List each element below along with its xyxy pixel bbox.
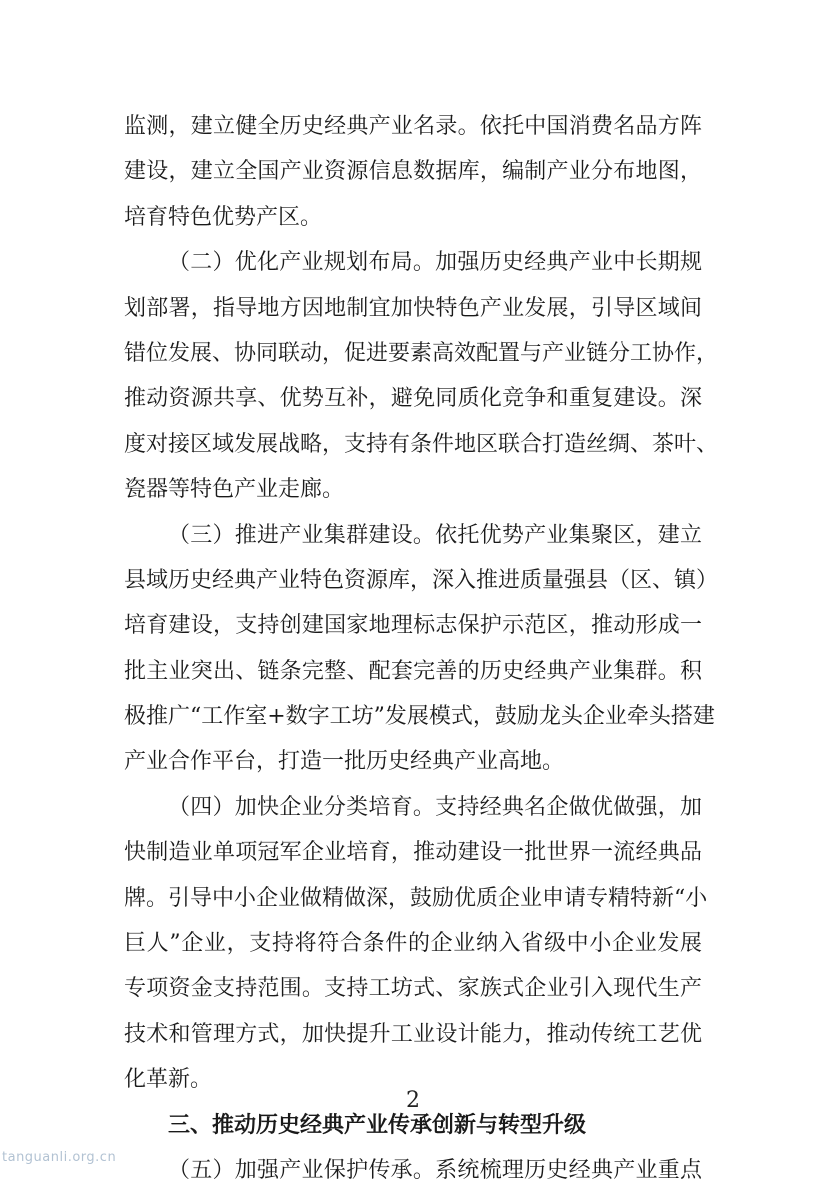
- body-text-line: 县域历史经典产业特色资源库，深入推进质量强县（区、镇）: [124, 567, 719, 593]
- section-lead-line: （二）优化产业规划布局。加强历史经典产业中长期规: [168, 250, 702, 276]
- section-lead-line: （五）加强产业保护传承。系统梳理历史经典产业重点: [168, 1157, 702, 1183]
- body-text-line: 产业合作平台，打造一批历史经典产业高地。: [124, 749, 565, 775]
- body-text-line: 化革新。: [124, 1067, 213, 1093]
- body-text-line: 批主业突出、链条完整、配套完善的历史经典产业集群。积: [124, 658, 702, 684]
- section-lead-line: （四）加快企业分类培育。支持经典名企做优做强，加: [168, 794, 702, 820]
- body-text-line: 巨人”企业，支持将符合条件的企业纳入省级中小企业发展: [124, 931, 702, 957]
- body-text-line: 快制造业单项冠军企业培育，推动建设一批世界一流经典品: [124, 840, 702, 866]
- page-number: 2: [406, 1088, 420, 1113]
- body-text-line: 建设，建立全国产业资源信息数据库，编制产业分布地图，: [124, 159, 702, 185]
- document-body: [124, 104, 719, 1193]
- body-text-line: 推动资源共享、优势互补，避免同质化竞争和重复建设。深: [124, 386, 702, 412]
- body-text-line: 划部署，指导地方因地制宜加快特色产业发展，引导区域间: [124, 295, 702, 321]
- body-text-line: 专项资金支持范围。支持工坊式、家族式企业引入现代生产: [124, 976, 702, 1002]
- body-text-line: 培育特色优势产区。: [124, 204, 323, 230]
- body-text-line: 错位发展、协同联动，促进要素高效配置与产业链分工协作，: [124, 340, 719, 366]
- body-text-line: 监测，建立健全历史经典产业名录。依托中国消费名品方阵: [124, 114, 702, 139]
- watermark: tanguanli.org.cn: [2, 1150, 117, 1165]
- body-text-line: 技术和管理方式，加快提升工业设计能力，推动传统工艺优: [124, 1021, 702, 1047]
- body-text-line: 牌。引导中小企业做精做深，鼓励优质企业申请专精特新“小: [124, 885, 708, 911]
- body-text-line: 度对接区域发展战略，支持有条件地区联合打造丝绸、茶叶、: [124, 431, 719, 457]
- body-text-line: 瓷器等特色产业走廊。: [124, 477, 345, 503]
- section-heading: 三、推动历史经典产业传承创新与转型升级: [168, 1112, 587, 1138]
- section-lead-line: （三）推进产业集群建设。依托优势产业集聚区，建立: [168, 522, 702, 548]
- body-text-line: 极推广“工作室+数字工坊”发展模式，鼓励龙头企业牵头搭建: [124, 704, 715, 730]
- body-text-line: 培育建设，支持创建国家地理标志保护示范区，推动形成一: [124, 613, 702, 639]
